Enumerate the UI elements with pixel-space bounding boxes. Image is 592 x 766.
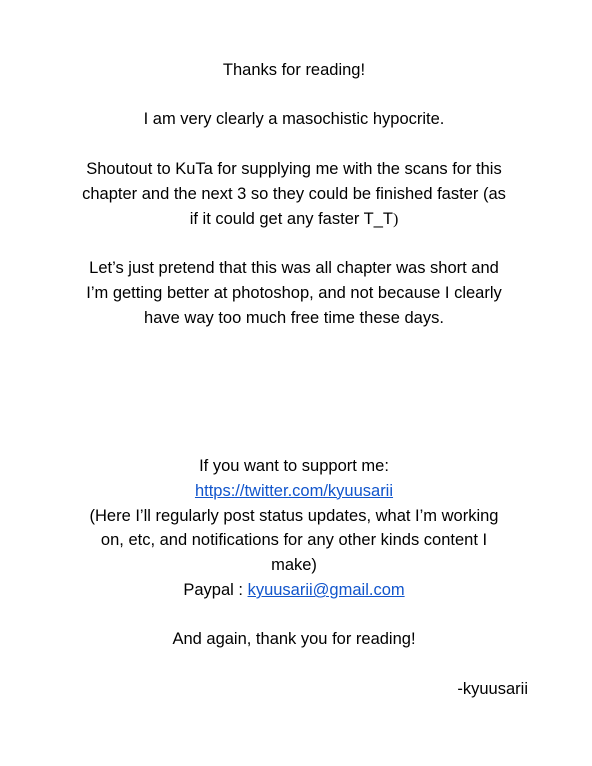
paypal-line — [56, 578, 532, 603]
signature — [457, 677, 528, 702]
closing-text: And again, thank you for reading! — [172, 630, 416, 648]
pretend-line-1: Let’s just pretend that this was all chapter was short and — [89, 259, 499, 277]
support-intro: If you want to support me: — [199, 457, 389, 475]
shoutout-line-3 — [56, 207, 532, 233]
shoutout-line-1: Shoutout to KuTa for supplying me with the scans for this — [86, 160, 502, 178]
support-paragraph — [56, 454, 532, 603]
shoutout-paragraph — [56, 157, 532, 232]
confession-line — [56, 107, 532, 132]
paypal-label: Paypal : — [183, 580, 248, 599]
confession-text: I am very clearly a masochistic hypocrite. — [143, 110, 445, 128]
pretend-line-2: I’m getting better at photoshop, and not because I clearly — [86, 283, 502, 302]
twitter-link[interactable]: https://twitter.com/kyuusarii — [194, 481, 394, 500]
pretend-paragraph — [56, 256, 532, 330]
paypal-email-link[interactable]: kyuusarii@gmail.com — [247, 580, 405, 599]
twitter-link-line — [56, 479, 532, 504]
pretend-line-3: have way too much free time these days. — [144, 308, 444, 327]
shoutout-line-3-paren: ) — [392, 210, 399, 228]
signature-text: -kyuusarii — [457, 680, 528, 698]
shoutout-line-3-text: if it could get any faster T_T — [189, 209, 393, 228]
closing-line — [56, 627, 532, 652]
support-note-line-3: make) — [271, 556, 317, 575]
support-note-line-2: on, etc, and notifications for any other kinds content I — [100, 531, 488, 550]
shoutout-line-2: chapter and the next 3 so they could be finished faster (as — [82, 184, 506, 203]
support-note-line-1: (Here I’ll regularly post status updates, what I’m working — [89, 506, 499, 525]
thanks-text: Thanks for reading! — [222, 61, 366, 79]
thanks-line — [56, 58, 532, 83]
